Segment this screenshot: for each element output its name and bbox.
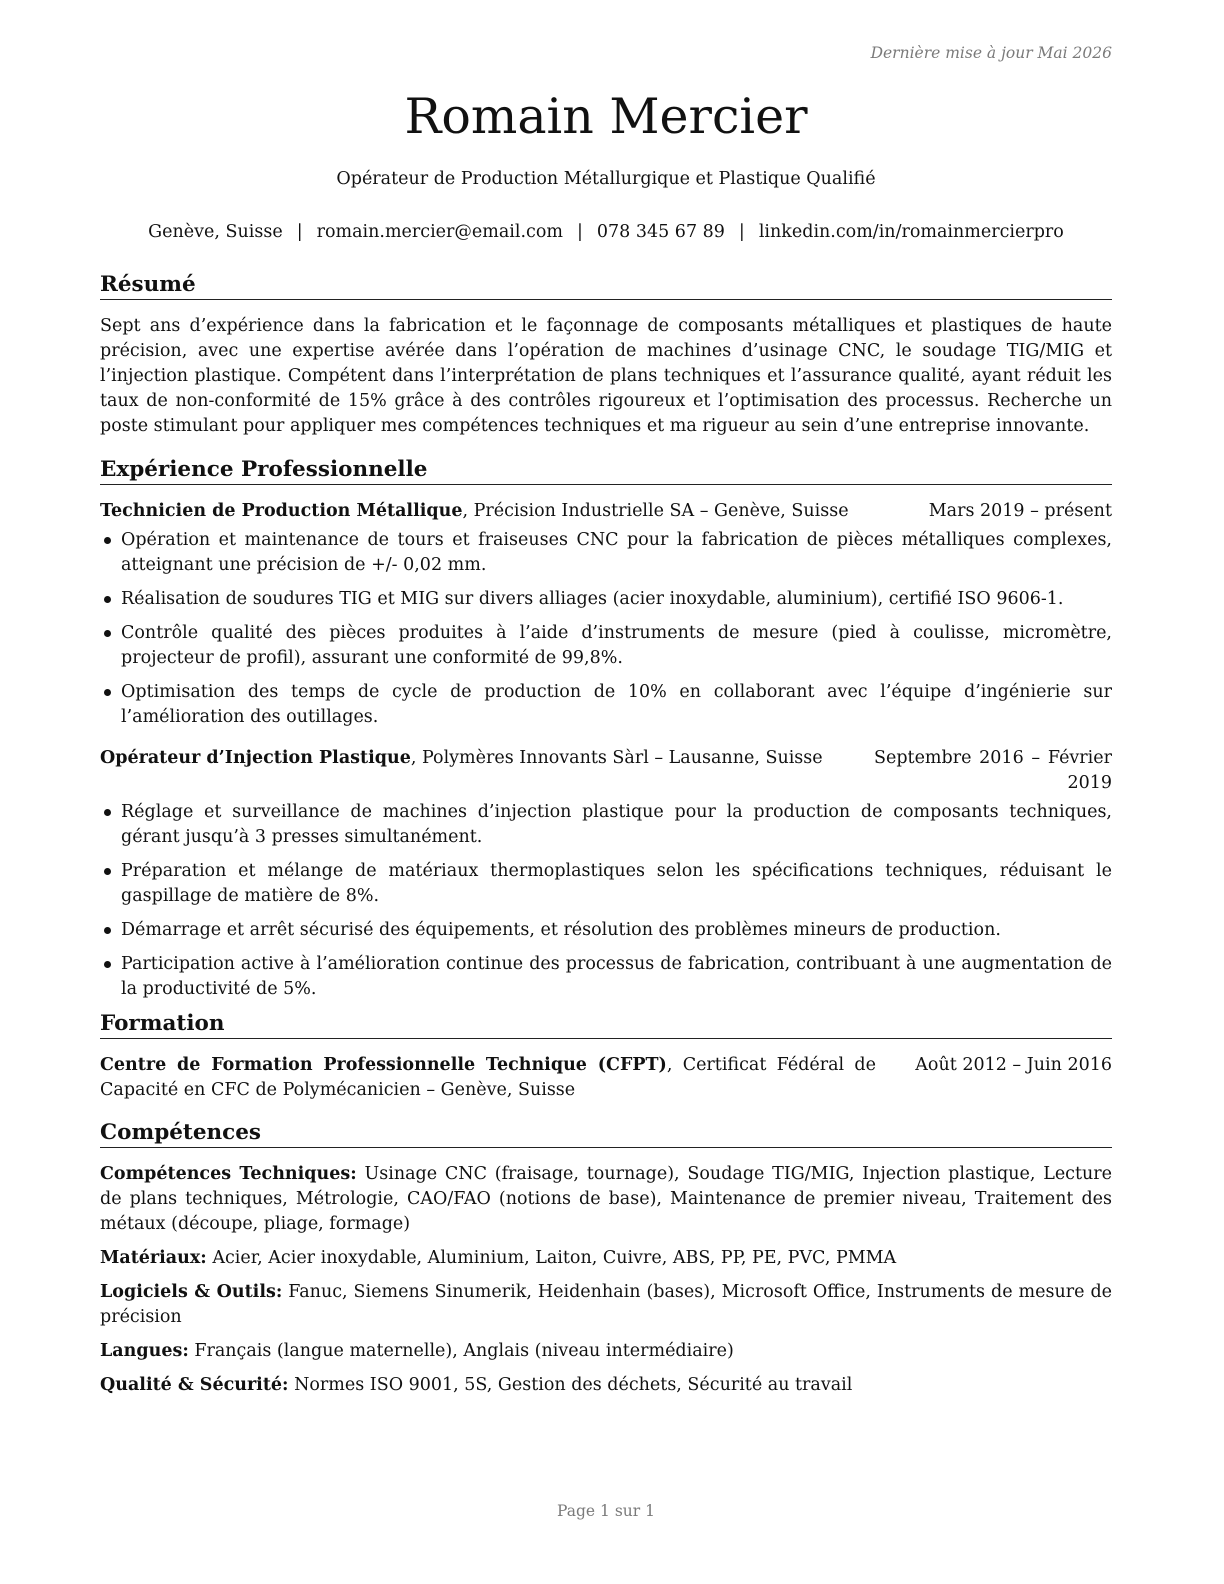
education-header	[100, 1053, 1112, 1103]
summary-text: Sept ans d’expérience dans la fabrication et le façonnage de composants métalliques et plastiques de haute précision, avec une expertise avérée dans l’opération de machines d’usinage CNC, le soudage TIG/MIG et l’injection plastique. Compétent dans l’interprétation de plans techniques et l’assurance qualité, ayant réduit les taux de non-conformité de 15% grâce à des contrôles rigoureux et l’optimisation des processus. Recherche un poste stimulant pour appliquer mes compétences techniques et ma rigueur au sein d’une entreprise innovante.	[100, 316, 1112, 436]
job-role: Opérateur d’Injection Plastique	[100, 748, 411, 768]
job-entry	[100, 746, 1112, 1011]
skill-row	[100, 1339, 1112, 1364]
separator: |	[738, 222, 745, 242]
job-company: , Polymères Innovants Sàrl – Lausanne, Suisse	[410, 748, 823, 768]
skill-row	[100, 1373, 1112, 1398]
skill-value: Français (langue maternelle), Anglais (niveau intermédiaire)	[188, 1341, 734, 1361]
summary-heading: Résumé	[100, 271, 1112, 300]
bullet-item: Démarrage et arrêt sécurisé des équipements, et résolution des problèmes mineurs de production.	[100, 918, 1112, 943]
bullet-item: Contrôle qualité des pièces produites à l’aide d’instruments de mesure (pied à coulisse, micromètre, projecteur de profil), assurant une conformité de 99,8%.	[100, 621, 1112, 671]
job-title-line	[100, 746, 874, 771]
bullet-item: Optimisation des temps de cycle de production de 10% en collaborant avec l’équipe d’ingénierie sur l’amélioration des outillages.	[100, 680, 1112, 730]
skill-label: Compétences Techniques:	[100, 1164, 357, 1184]
candidate-name: Romain Mercier	[404, 88, 808, 145]
education-heading: Formation	[100, 1010, 1112, 1039]
contact-location: Genève, Suisse	[148, 222, 283, 242]
skills-list	[100, 1162, 1112, 1407]
skill-label: Langues:	[100, 1341, 189, 1361]
separator: |	[296, 222, 303, 242]
job-dates: Mars 2019 – présent	[928, 501, 1112, 521]
job-bullets	[100, 528, 1112, 730]
skill-row	[100, 1246, 1112, 1271]
skill-row	[100, 1162, 1112, 1237]
bullet-item: Participation active à l’amélioration continue des processus de fabrication, contribuant à une augmentation de la productivité de 5%.	[100, 952, 1112, 1002]
contact-linkedin[interactable]: linkedin.com/in/romainmercierpro	[758, 222, 1064, 242]
job-role: Technicien de Production Métallique	[100, 501, 463, 521]
job-title-line	[100, 499, 912, 524]
separator: |	[576, 222, 583, 242]
job-entry	[100, 499, 1112, 739]
education-dates: Août 2012 – Juin 2016	[915, 1055, 1112, 1075]
job-title: Opérateur de Production Métallurgique et Plastique Qualifié	[336, 169, 876, 189]
skill-label: Qualité & Sécurité:	[100, 1375, 289, 1395]
education-school: Centre de Formation Professionnelle Technique (CFPT)	[100, 1055, 667, 1075]
skill-value: Normes ISO 9001, 5S, Gestion des déchets, Sécurité au travail	[288, 1375, 853, 1395]
skill-value: Fanuc, Siemens Sinumerik, Heidenhain (bases), Microsoft Office, Instruments de mesure de précision	[100, 1282, 1112, 1327]
bullet-item: Réglage et surveillance de machines d’injection plastique pour la production de composants techniques, gérant jusqu’à 3 presses simultanément.	[100, 800, 1112, 850]
resume-page	[100, 0, 1112, 1584]
bullet-item: Opération et maintenance de tours et fraiseuses CNC pour la fabrication de pièces métalliques complexes, atteignant une précision de +/- 0,02 mm.	[100, 528, 1112, 578]
education-detail: , Certificat Fédéral de Capacité en CFC de Polymécanicien – Genève, Suisse	[100, 1055, 876, 1100]
education-entry	[100, 1053, 1112, 1103]
skill-row	[100, 1280, 1112, 1330]
experience-heading: Expérience Professionnelle	[100, 456, 1112, 485]
bullet-item: Préparation et mélange de matériaux thermoplastiques selon les spécifications techniques, réduisant le gaspillage de matière de 8%.	[100, 859, 1112, 909]
skills-heading: Compétences	[100, 1119, 1112, 1148]
job-header	[100, 499, 1112, 524]
contact-line	[100, 219, 1112, 245]
job-company: , Précision Industrielle SA – Genève, Suisse	[462, 501, 849, 521]
job-dates: Septembre 2016 – Février 2019	[874, 748, 1112, 793]
skill-value: Usinage CNC (fraisage, tournage), Soudage TIG/MIG, Injection plastique, Lecture de plans techniques, Métrologie, CAO/FAO (notions de base), Maintenance de premier niveau, Traitement des métaux (découpe, pliage, formage)	[100, 1164, 1112, 1234]
skill-value: Acier, Acier inoxydable, Aluminium, Laiton, Cuivre, ABS, PP, PE, PVC, PMMA	[206, 1248, 897, 1268]
education-title-line	[100, 1053, 876, 1103]
page-number: Page 1 sur 1	[557, 1502, 655, 1520]
contact-phone: 078 345 67 89	[596, 222, 725, 242]
contact-email[interactable]: romain.mercier@email.com	[316, 222, 563, 242]
job-header	[100, 746, 1112, 796]
skill-label: Logiciels & Outils:	[100, 1282, 283, 1302]
job-bullets	[100, 800, 1112, 1002]
last-updated: Dernière mise à jour Mai 2026	[870, 44, 1112, 62]
skill-label: Matériaux:	[100, 1248, 207, 1268]
bullet-item: Réalisation de soudures TIG et MIG sur divers alliages (acier inoxydable, aluminium), certifié ISO 9606-1.	[100, 587, 1112, 612]
